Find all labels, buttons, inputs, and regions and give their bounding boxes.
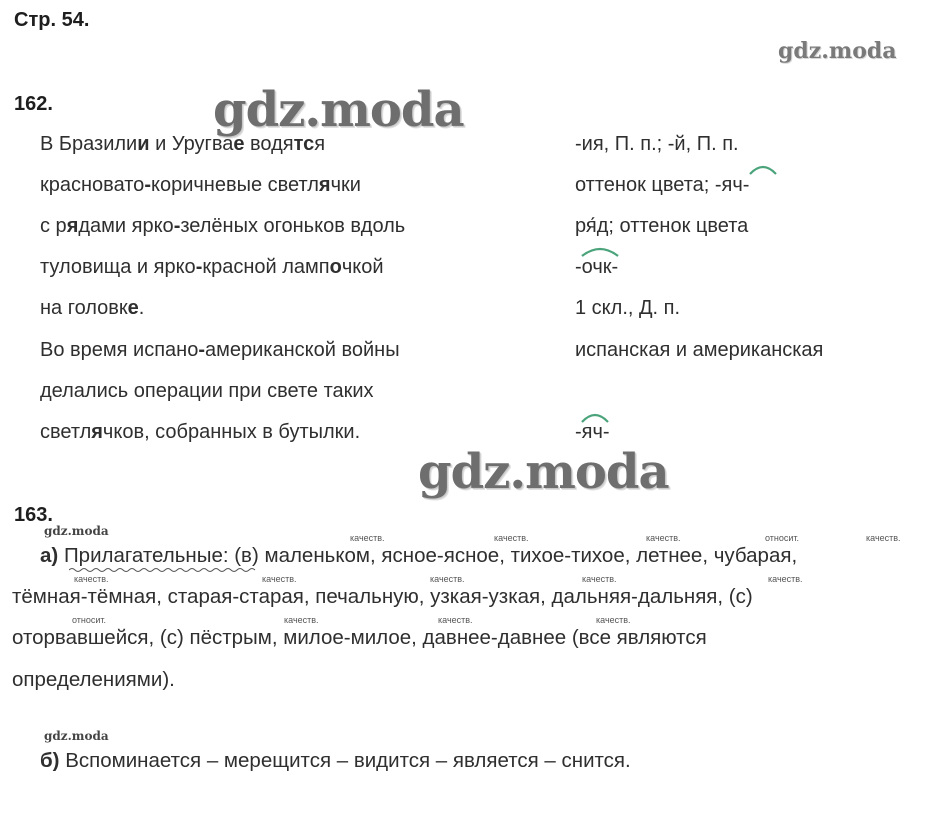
task-162-line-1: В Бразилии и Уругвае водятся: [40, 133, 326, 155]
annotation-qualitative: качеств.: [262, 574, 297, 584]
task-162-note-8: -яч-: [575, 421, 610, 443]
task-162-line-4: туловища и ярко-красной лампочкой: [40, 256, 384, 278]
task-162-line-5: на головке.: [40, 297, 145, 319]
annotation-qualitative: качеств.: [596, 615, 631, 625]
task-162-note-4: -очк-: [575, 256, 619, 278]
annotation-qualitative: качеств.: [768, 574, 803, 584]
item-b-label: б): [40, 749, 60, 772]
suffix-arc-mark: [748, 160, 778, 176]
annotation-relative: относит.: [72, 615, 107, 625]
watermark-small-1: gdz.moda: [44, 524, 109, 538]
task-162-note-5: 1 скл., Д. п.: [575, 297, 681, 319]
task-162-line-2: красновато-коричневые светлячки: [40, 174, 361, 196]
annotation-qualitative: качеств.: [430, 574, 465, 584]
task-163-a-line-1: а) Прилагательные: (в) маленьком, ясное-ясное, тихое-тихое, летнее, чубарая,: [40, 544, 798, 567]
suffix-arc-mark: [580, 408, 610, 424]
task-163-a-line-2: тёмная-тёмная, старая-старая, печальную, узкая-узкая, дальняя-дальняя, (с): [12, 585, 753, 608]
term-adjectives: Прилагательные: [63, 544, 223, 567]
task-162-line-8: светлячков, собранных в бутылки.: [40, 421, 361, 443]
suffix-arc-mark: [580, 242, 620, 258]
task-163-a-line-4: определениями).: [12, 668, 175, 691]
task-163-a-line-3: оторвавшейся, (с) пёстрым, милое-милое, давнее-давнее (все являются: [12, 626, 707, 649]
annotation-qualitative: качеств.: [494, 533, 529, 543]
task-162-note-2: оттенок цвета; -яч-: [575, 174, 750, 196]
watermark-small-2: gdz.moda: [44, 729, 109, 743]
annotation-qualitative: качеств.: [74, 574, 109, 584]
annotation-qualitative: качеств.: [866, 533, 901, 543]
annotation-qualitative: качеств.: [582, 574, 617, 584]
page-number: Стр. 54.: [14, 9, 90, 31]
task-162-line-7: делались операции при свете таких: [40, 380, 374, 402]
task-162-note-6: испанская и американская: [575, 339, 824, 361]
annotation-qualitative: качеств.: [646, 533, 681, 543]
task-163-b-line: б) Вспоминается – мерещится – видится – является – снится.: [40, 749, 631, 772]
annotation-qualitative: качеств.: [284, 615, 319, 625]
annotation-qualitative: качеств.: [350, 533, 385, 543]
watermark-top-right: gdz.moda: [778, 38, 897, 64]
task-162-number: 162.: [14, 93, 53, 115]
watermark-large-1: gdz.moda: [213, 82, 464, 138]
annotation-qualitative: качеств.: [438, 615, 473, 625]
task-162-note-3: ря́д; оттенок цвета: [575, 215, 749, 237]
watermark-large-2: gdz.moda: [418, 444, 669, 500]
task-162-line-6: Во время испано-американской войны: [40, 339, 400, 361]
wavy-underline: [69, 567, 259, 573]
annotation-relative: относит.: [765, 533, 800, 543]
task-162-note-1: -ия, П. п.; -й, П. п.: [575, 133, 739, 155]
task-162-line-3: с рядами ярко-зелёных огоньков вдоль: [40, 215, 406, 237]
task-163-number: 163.: [14, 504, 53, 526]
item-a-label: а): [40, 544, 59, 567]
